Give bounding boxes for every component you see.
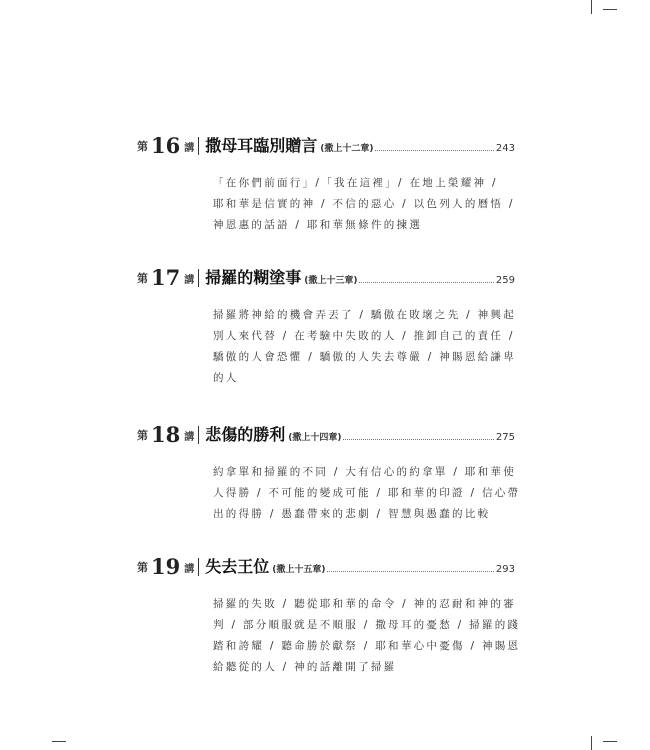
- summary-line: 給聽從的人 / 神的話離開了掃羅: [213, 661, 397, 673]
- summary-line: 耶和華是信實的神 / 不信的惡心 / 以色列人的曆悟 /: [213, 198, 515, 210]
- dot-leader: [375, 150, 493, 151]
- heading-divider: [198, 137, 199, 155]
- lesson-title: 撒母耳臨別贈言: [205, 136, 318, 155]
- crop-mark-bottom-right-h: [603, 741, 617, 742]
- lesson-title: 掃羅的糊塗事: [205, 268, 302, 287]
- lesson-summary: [213, 305, 515, 389]
- lesson-page-number: 243: [495, 143, 515, 154]
- lesson-chapter-ref: (撒上十二章): [320, 144, 374, 154]
- summary-line: 的人: [213, 372, 239, 384]
- toc-entry-heading: [137, 130, 515, 158]
- lesson-prefix: 第: [137, 272, 148, 285]
- toc-entry-lesson-17: [137, 262, 515, 389]
- lesson-chapter-ref: (撒上十五章): [272, 565, 326, 575]
- dot-leader: [359, 282, 493, 283]
- lesson-title: 悲傷的勝利: [205, 425, 286, 444]
- summary-line: 約拿單和掃羅的不同 / 大有信心的約拿單 / 耶和華使: [213, 466, 517, 478]
- dot-leader: [343, 439, 493, 440]
- summary-line: 人得勝 / 不可能的變成可能 / 耶和華的印證 / 信心帶: [213, 487, 521, 499]
- lesson-suffix: 講: [184, 143, 195, 154]
- summary-line: 出的得勝 / 愚蠢帶來的悲劇 / 智慧與愚蠢的比較: [213, 508, 491, 520]
- lesson-summary: [213, 594, 521, 678]
- summary-line: 別人來代替 / 在考驗中失敗的人 / 推卸自己的責任 /: [213, 330, 515, 342]
- summary-line: 神恩惠的話語 / 耶和華無條件的揀選: [213, 219, 423, 231]
- summary-line: 「在你們前面行」/「我在這裡」/ 在地上榮耀神 /: [213, 177, 498, 189]
- lesson-number: 17: [151, 265, 181, 290]
- table-of-contents: [137, 130, 521, 704]
- lesson-page-number: 293: [495, 564, 515, 575]
- toc-entry-lesson-18: [137, 419, 521, 525]
- lesson-suffix: 講: [184, 432, 195, 443]
- toc-entry-heading: [137, 262, 515, 290]
- toc-entry-heading: [137, 551, 515, 579]
- heading-divider: [198, 426, 199, 444]
- lesson-chapter-ref: (撒上十四章): [288, 433, 342, 443]
- lesson-number: 16: [151, 133, 181, 158]
- summary-line: 掃羅將神給的機會弄丟了 / 驕傲在敗壞之先 / 神興起: [213, 309, 517, 321]
- lesson-summary: [213, 462, 521, 525]
- lesson-prefix: 第: [137, 140, 148, 153]
- lesson-chapter-ref: (撒上十三章): [304, 276, 358, 286]
- summary-line: 判 / 部分順服就是不順服 / 撒母耳的憂愁 / 掃羅的踐: [213, 619, 521, 631]
- crop-mark-bottom-left: [52, 741, 66, 742]
- summary-line: 踏和誇耀 / 聽命勝於獻祭 / 耶和華心中憂傷 / 神賜恩: [213, 640, 521, 652]
- toc-entry-lesson-19: [137, 551, 521, 678]
- lesson-prefix: 第: [137, 561, 148, 574]
- summary-line: 驕傲的人會恐懼 / 驕傲的人失去尊嚴 / 神賜恩給謙卑: [213, 351, 517, 363]
- crop-mark-top-right-h: [603, 9, 617, 10]
- toc-entry-lesson-16: [137, 130, 515, 236]
- heading-divider: [198, 269, 199, 287]
- lesson-number: 18: [151, 422, 181, 447]
- lesson-page-number: 275: [495, 432, 515, 443]
- crop-mark-top-right: [591, 0, 592, 14]
- lesson-title: 失去王位: [205, 557, 270, 576]
- toc-entry-heading: [137, 419, 515, 447]
- lesson-suffix: 講: [184, 275, 195, 286]
- dot-leader: [327, 571, 493, 572]
- heading-divider: [198, 558, 199, 576]
- lesson-summary: [213, 173, 515, 236]
- lesson-page-number: 259: [495, 275, 515, 286]
- lesson-prefix: 第: [137, 429, 148, 442]
- summary-line: 掃羅的失敗 / 聽從耶和華的命令 / 神的忍耐和神的審: [213, 598, 517, 610]
- lesson-suffix: 講: [184, 564, 195, 575]
- lesson-number: 19: [151, 554, 181, 579]
- crop-mark-bottom-right: [591, 736, 592, 750]
